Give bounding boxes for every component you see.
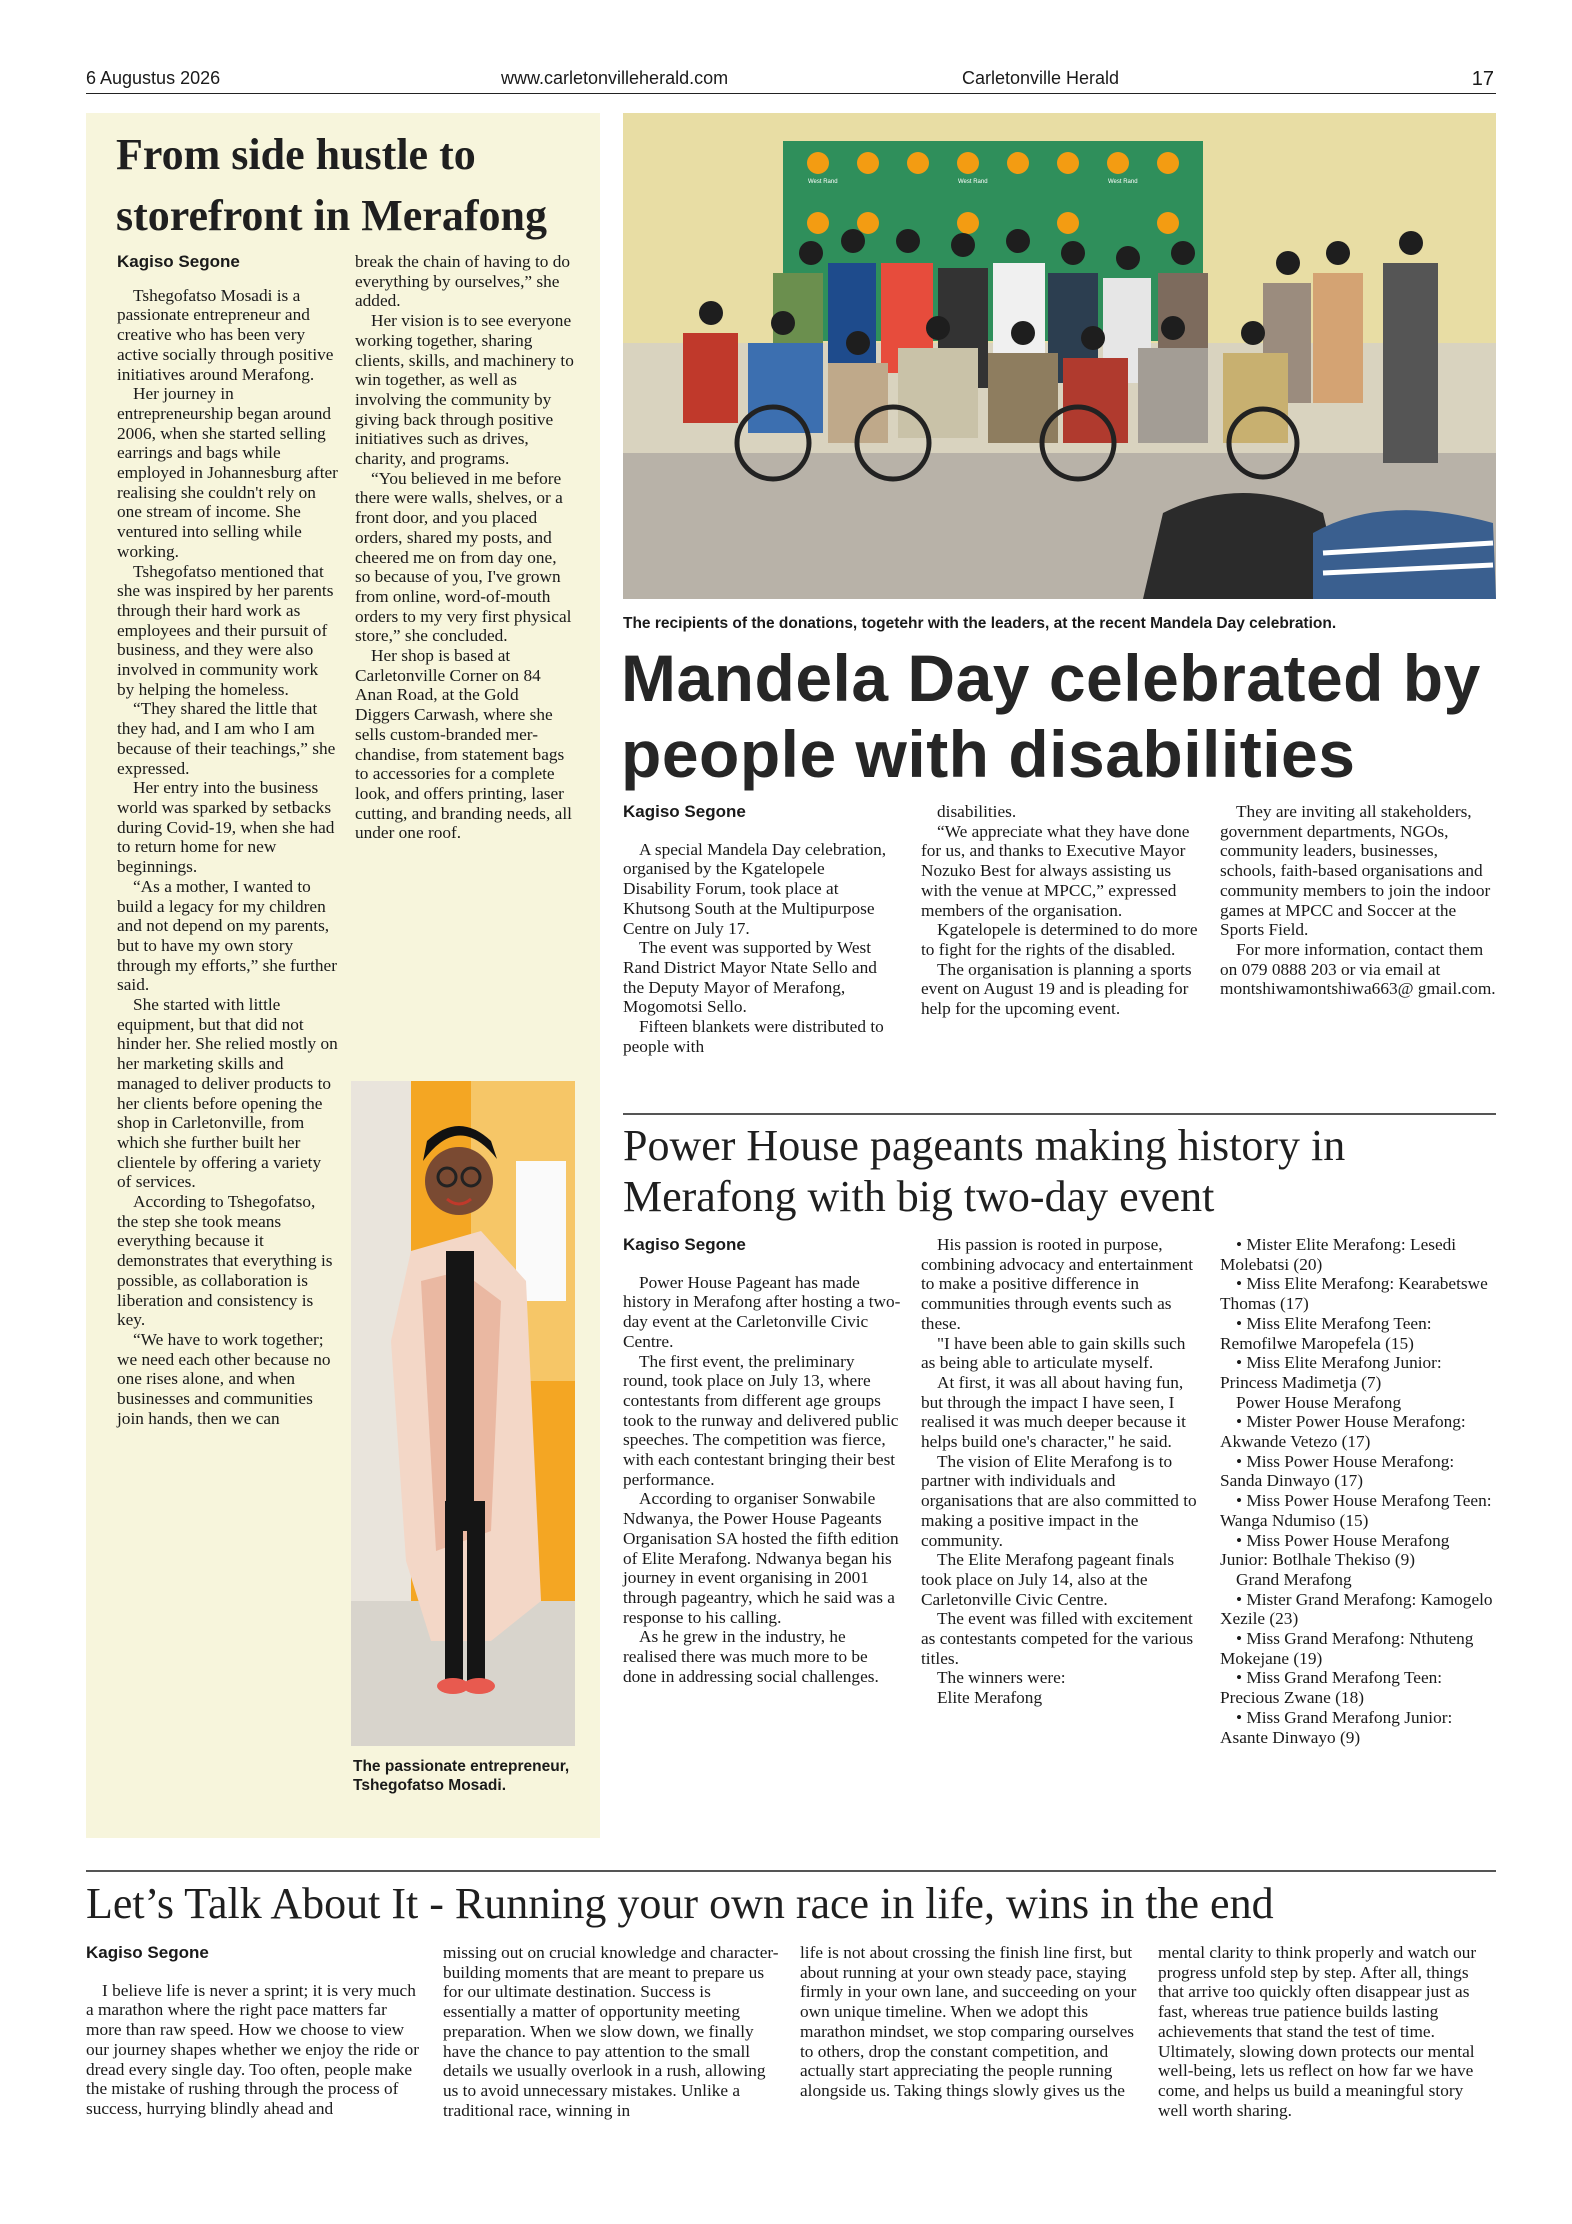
article1-byline: Kagiso Segone (117, 252, 240, 271)
article4-byline: Kagiso Segone (86, 1943, 209, 1962)
article3-col1 (623, 1235, 901, 1686)
website-link[interactable]: www.carletonvilleherald.com (501, 68, 729, 88)
paragraph: She started with little equipment, but that did not hinder her. She relied mostly on her marketing skills and managed to deliver products to her clients before opening the shop in Carletonville, from which she further built her clientele by offering a variety of services. (117, 995, 338, 1192)
article2-headline: Mandela Day celebrated by people with disabilities (621, 641, 1481, 791)
article2-col2 (921, 802, 1199, 1019)
paragraph: missing out on crucial knowledge and character-building moments that are meant to prepare us for our ultimate destination. Success is essentially a matter of opportunity meeting preparation. When we slow down, we finally have the chance to pay attention to the small details we usually overlook in a rush, allowing us to avoid unnecessary mistakes. Unlike a traditional race, winning in (443, 1943, 779, 2120)
article4-col3 (800, 1943, 1138, 2101)
article1-photo-caption: The passionate entrepreneur, Tshegofatso Mosadi. (353, 1758, 570, 1794)
paragraph: Her journey in entrepreneurship began around 2006, when she started selling earrings and bags while employed in Johannesburg after realising she couldn't rely on one stream of income. She ventured into selling while working. (117, 384, 338, 561)
banner-logo-text: West Rand (808, 179, 838, 185)
article3-col2 (921, 1235, 1199, 1708)
paragraph: Her entry into the business world was sparked by setbacks during Covid-19, when she had to return home for new beginnings. (117, 778, 335, 877)
list-item: • Mister Elite Merafong: Lesedi Molebatsi (20) (1220, 1235, 1457, 1274)
list-subheading: Grand Merafong (1236, 1569, 1352, 1589)
paragraph: Her shop is based at Carletonville Corner on 84 Anan Road, at the Gold Diggers Carwash, where she sells custom-branded mer-chandise, from statement bags to accessories for a complete look, and offers printing, laser cutting, and branding needs, all under one roof. (355, 646, 572, 843)
article2-byline: Kagiso Segone (623, 802, 746, 821)
paragraph: disabilities. (937, 802, 1017, 821)
list-item: • Mister Power House Merafong: Akwande Vetezo (17) (1220, 1412, 1466, 1452)
section-divider (623, 1113, 1496, 1115)
article2-col1 (623, 802, 895, 1056)
paragraph: "I have been able to gain skills such as being able to articulate myself. (921, 1333, 1186, 1373)
paragraph: The organisation is planning a sports event on August 19 and is pleading for help for the upcoming event. (921, 959, 1192, 1019)
paragraph: “They shared the little that they had, and I am who I am because of their teachings,” she expressed. (117, 699, 336, 778)
paragraph: At first, it was all about having fun, but through the impact I have seen, I realised it was much deeper because it helps build one's character," he said. (921, 1372, 1186, 1452)
paragraph: break the chain of having to do everything by ourselves,” she added. (355, 252, 570, 311)
paragraph: I believe life is never a sprint; it is very much a marathon where the right pace matters far more than raw speed. How we choose to view our journey shapes whether we enjoy the ride or dread every single day. Too often, people make the mistake of rushing through the process of success, hurrying blindly ahead and (86, 1980, 420, 2118)
banner-logo-text: West Rand (1108, 179, 1138, 185)
paragraph: “We appreciate what they have done for us, and thanks to Executive Mayor Nozuko Best for always assisting us with the venue at MPCC,” expressed members of the organisation. (921, 821, 1190, 920)
paragraph: Tshegofatso Mosadi is a passionate entrepreneur and creative who has been very active socially through positive initiatives around Merafong. (117, 285, 334, 384)
article4-col2 (443, 1943, 781, 2120)
paragraph: Tshegofatso mentioned that she was inspired by her parents through their hard work as employees and their pursuit of business, and they were also involved in community work by helping the homeless. (117, 561, 334, 699)
list-item: • Miss Elite Merafong Junior: Princess Madimetja (7) (1220, 1353, 1442, 1392)
paragraph: The event was supported by West Rand District Mayor Ntate Sello and the Deputy Mayor of Merafong, Mogomotsi Sello. (623, 938, 877, 1017)
article1-col1 (117, 252, 339, 1428)
paragraph: The event was filled with excitement as contestants competed for the various titles. (921, 1609, 1194, 1668)
paragraph: The vision of Elite Merafong is to partner with individuals and organisations that are also committed to making a positive impact in the community. (921, 1451, 1197, 1550)
list-item: • Miss Grand Merafong Teen: Precious Zwane (18) (1220, 1668, 1443, 1708)
paragraph: The winners were: (937, 1668, 1066, 1688)
paragraph: The first event, the preliminary round, took place on July 13, where contestants from different age groups took to the runway and delivered public speeches. The competition was fierce, with each contestant bringing their best performance. (623, 1351, 899, 1489)
paragraph: According to Tshegofatso, the step she took means everything because it demonstrates that everything is possible, as collaboration is liberation and consistency is key. (117, 1192, 333, 1330)
article2-photo-caption: The recipients of the donations, togetehr with the leaders, at the recent Mandela Day celebration. (623, 615, 1337, 632)
list-subheading: Power House Merafong (1236, 1392, 1402, 1412)
page-number: 17 (1471, 68, 1494, 90)
list-item: • Miss Power House Merafong: Sanda Dinwayo (17) (1220, 1451, 1455, 1491)
list-item: • Miss Power House Merafong Teen: Wanga Ndumiso (15) (1220, 1491, 1492, 1530)
paragraph: They are inviting all stakeholders, government departments, NGOs, community leaders, businesses, schools, faith-based organisations and community members to join the indoor games at MPCC and Soccer at the Sports Field. (1220, 802, 1491, 940)
paragraph: “As a mother, I wanted to build a legacy for my children and not depend on my parents, but to have my own story through my efforts,” she further said. (117, 876, 337, 995)
list-item: • Miss Elite Merafong: Kearabetswe Thomas (17) (1220, 1274, 1488, 1314)
issue-date: 6 Augustus 2026 (86, 68, 221, 88)
paragraph: life is not about crossing the finish line first, but about running at your own steady pace, staying firmly in your own lane, and succeeding on your own unique timeline. When we adopt this marathon mindset, we stop comparing ourselves to others, drop the constant competition, and actually start appreciating the people running alongside us. Taking things slowly gives us the (800, 1943, 1137, 2100)
mandela-day-photo (623, 113, 1496, 599)
article3-byline: Kagiso Segone (623, 1235, 746, 1254)
article4-headline: Let’s Talk About It - Running your own race in life, wins in the end (86, 1879, 1274, 1928)
list-item: • Miss Power House Merafong Junior: Botlhale Thekiso (9) (1220, 1530, 1450, 1570)
paragraph: A special Mandela Day celebration, organised by the Kgatelopele Disability Forum, took place at Khutsong South at the Multipurpose Centre on July 17. (623, 839, 887, 938)
list-item: • Miss Grand Merafong Junior: Asante Dinwayo (9) (1220, 1707, 1453, 1747)
section-divider (86, 1870, 1496, 1872)
article3-headline: Power House pageants making history in Merafong with big two-day event (623, 1121, 1346, 1221)
paragraph: Her vision is to see everyone working together, sharing clients, skills, and machinery to win together, as well as involving the community by giving back through positive initiatives such as drives, charity, and programs. (355, 311, 574, 469)
paragraph: For more information, contact them on 079 0888 203 or via email at montshiwamontshiwa663@ gmail.com. (1220, 939, 1496, 999)
article4-col4 (1158, 1943, 1496, 2120)
paragraph: As he grew in the industry, he realised there was much more to be done in addressing social challenges. (623, 1627, 879, 1686)
paragraph: Kgatelopele is determined to do more to fight for the rights of the disabled. (921, 920, 1198, 959)
entrepreneur-photo (351, 1081, 575, 1746)
list-item: • Miss Elite Merafong Teen: Remofilwe Maropefela (15) (1220, 1313, 1432, 1353)
masthead (86, 64, 1496, 94)
article3-winners-list (1220, 1235, 1500, 1747)
article1-headline: From side hustle to storefront in Merafong (116, 130, 547, 240)
paper-name: Carletonville Herald (962, 68, 1120, 88)
paragraph: According to organiser Sonwabile Ndwanya, the Power House Pageants Organisation SA hosted the fifth edition of Elite Merafong. Ndwanya began his journey in event organising in 2001 through pageantry, which he said was a response to his calling. (623, 1489, 899, 1627)
paragraph: Power House Pageant has made history in Merafong after hosting a two-day event at the Carletonville Civic Centre. (623, 1272, 901, 1351)
paragraph: His passion is rooted in purpose, combining advocacy and entertainment to make a positive difference in communities through events such as these. (921, 1235, 1194, 1333)
paragraph: “We have to work together; we need each other because no one rises alone, and when businesses and communities join hands, then we can (117, 1329, 331, 1428)
banner-logo-text: West Rand (958, 179, 988, 185)
paragraph: mental clarity to think properly and watch our progress unfold step by step. After all, things that arrive too quickly often disappear just as fast, whereas true patience builds lasting achievements that stand the test of time. Ultimately, slowing down protects our mental well-being, lets us reflect on how far we have come, and helps us build a meaningful story well worth sharing. (1158, 1943, 1477, 2120)
article2-col3 (1220, 802, 1496, 999)
paragraph: Elite Merafong (937, 1688, 1043, 1708)
article4-col1 (86, 1943, 424, 2119)
paragraph: Fifteen blankets were distributed to people with (623, 1017, 884, 1056)
list-item: • Mister Grand Merafong: Kamogelo Xezile (23) (1220, 1589, 1493, 1629)
paragraph: “You believed in me before there were walls, shelves, or a front door, and you placed orders, shared my posts, and cheered me on from day one, so because of you, I've grown from online, word-of-mouth orders to my very first physical store,” she concluded. (355, 468, 572, 646)
article1-col2 (355, 252, 575, 843)
paragraph: The Elite Merafong pageant finals took place on July 14, also at the Carletonville Civic Centre. (921, 1550, 1175, 1609)
list-item: • Miss Grand Merafong: Nthuteng Mokejane (19) (1220, 1629, 1474, 1668)
